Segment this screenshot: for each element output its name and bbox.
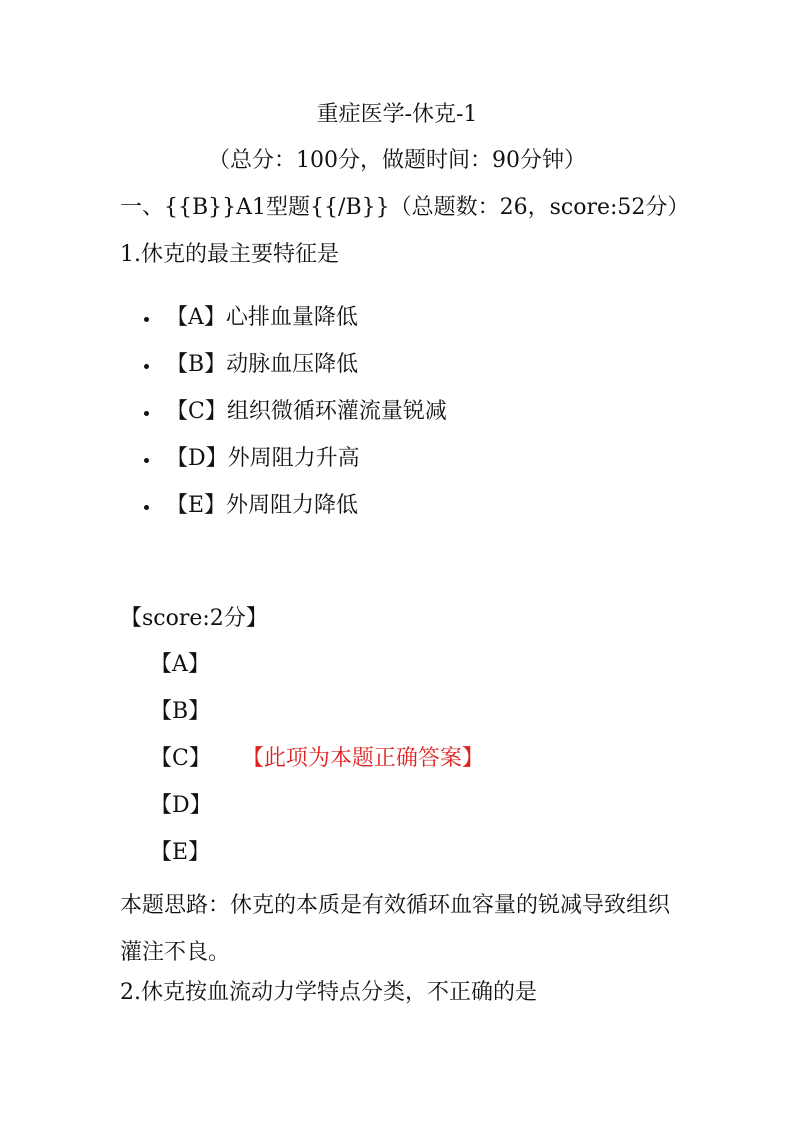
question-1-answers bbox=[150, 650, 484, 885]
question-1-stem: 1.休克的最主要特征是 bbox=[120, 242, 339, 267]
option-a-text: 【A】心排血量降低 bbox=[166, 305, 358, 330]
bullet-icon bbox=[144, 505, 149, 510]
answer-letter: 【C】 bbox=[150, 746, 211, 771]
option-d-text: 【D】外周阻力升高 bbox=[166, 446, 360, 471]
answer-row-c bbox=[150, 744, 484, 791]
option-e bbox=[142, 491, 447, 538]
option-b-text: 【B】动脉血压降低 bbox=[166, 352, 359, 377]
document-title: 重症医学-休克-1 bbox=[316, 102, 478, 127]
bullet-icon bbox=[144, 364, 149, 369]
answer-letter: 【E】 bbox=[150, 840, 211, 865]
option-b bbox=[142, 350, 447, 397]
answer-row-a bbox=[150, 650, 484, 697]
section-header: 一、{{B}}A1型题{{/B}}（总题数：26，score:52分） bbox=[120, 195, 690, 220]
correct-answer-note: 【此项为本题正确答案】 bbox=[252, 746, 484, 771]
question-1-explanation: 本题思路：休克的本质是有效循环血容量的锐减导致组织灌注不良。 bbox=[120, 893, 671, 965]
answer-row-b bbox=[150, 697, 484, 744]
option-a bbox=[142, 303, 447, 350]
answer-letter: 【B】 bbox=[150, 699, 211, 724]
option-c-text: 【C】组织微循环灌流量锐减 bbox=[166, 399, 447, 424]
bullet-icon bbox=[144, 317, 149, 322]
option-d bbox=[142, 444, 447, 491]
question-2-stem: 2.休克按血流动力学特点分类，不正确的是 bbox=[120, 980, 537, 1005]
answer-row-d bbox=[150, 791, 484, 838]
question-1-score: 【score:2分】 bbox=[120, 606, 268, 631]
bullet-icon bbox=[144, 458, 149, 463]
answer-letter: 【D】 bbox=[150, 793, 212, 818]
option-c bbox=[142, 397, 447, 444]
bullet-icon bbox=[144, 411, 149, 416]
question-1-options bbox=[142, 303, 447, 538]
answer-row-e bbox=[150, 838, 484, 885]
option-e-text: 【E】外周阻力降低 bbox=[166, 493, 359, 518]
document-subtitle: （总分：100分，做题时间：90分钟） bbox=[208, 148, 586, 173]
answer-letter: 【A】 bbox=[150, 652, 210, 677]
